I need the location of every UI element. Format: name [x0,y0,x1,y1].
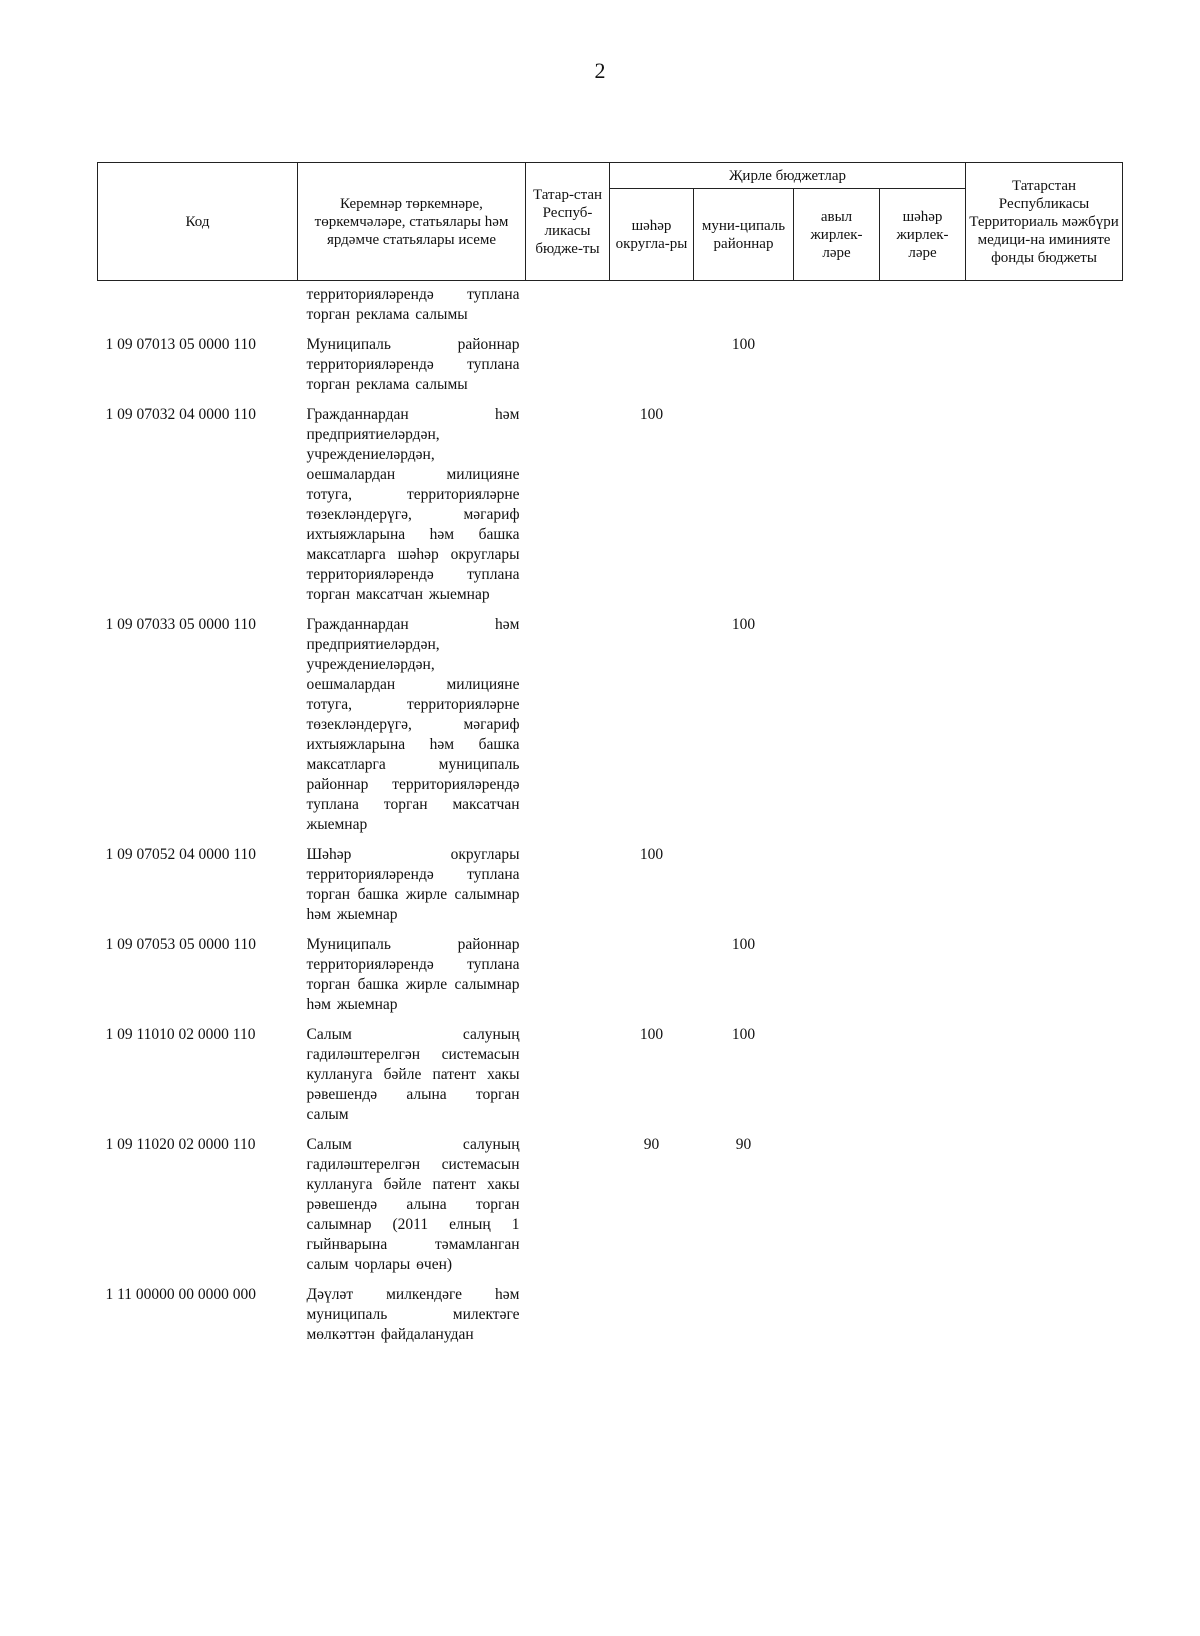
row-code: 1 09 07013 05 0000 110 [105,336,257,353]
row-name: Салым салуның гадиләштерелгән системасын куллануга бәйле патент хакы рәвешендә алына торган салымнар (2011 елның 1 гыйнварына тәмамланган салым чорлары өчен) [306,1136,520,1273]
row-rural [794,1285,880,1355]
table-row [98,615,1123,845]
header-municipal-districts: муни-ципаль районнар [694,189,794,281]
row-code: 1 09 07053 05 0000 110 [105,936,257,953]
row-code: 1 09 07032 04 0000 110 [105,406,257,423]
row-republic [526,281,610,336]
row-city [610,335,694,405]
row-urban [880,405,966,615]
row-urban [880,935,966,1025]
row-fund [966,1135,1123,1285]
table-row [98,335,1123,405]
row-fund [966,1025,1123,1135]
row-rural [794,845,880,935]
table-body [98,281,1123,1356]
row-municipal: 100 [731,336,756,353]
row-name: Муниципаль районнар территорияләрендә туплана торган башка жирле салымнар һәм жыемнар [306,936,520,1013]
row-municipal: 100 [731,1026,756,1043]
row-fund [966,335,1123,405]
row-republic [526,405,610,615]
row-republic [526,1285,610,1355]
row-city [610,615,694,845]
row-republic [526,615,610,845]
row-rural [794,1025,880,1135]
row-city [610,281,694,336]
header-rural-settlements: авыл жирлек-ләре [794,189,880,281]
row-name: Салым салуның гадиләштерелгән системасын куллануга бәйле патент хакы рәвешендә алына торган салым [306,1026,520,1123]
row-fund [966,845,1123,935]
row-urban [880,615,966,845]
row-urban [880,281,966,336]
budget-distribution-table [97,162,1123,1355]
row-urban [880,1135,966,1285]
header-local-budgets: Җирле бюджетлар [610,163,966,189]
row-rural [794,935,880,1025]
row-municipal: 100 [731,936,756,953]
row-city: 100 [639,1026,664,1043]
row-municipal [694,405,794,615]
row-code: 1 09 11010 02 0000 110 [105,1026,256,1043]
header-city-districts: шәһәр округла-ры [610,189,694,281]
row-republic [526,335,610,405]
table-row [98,1285,1123,1355]
row-rural [794,405,880,615]
header-code: Код [98,163,298,281]
row-fund [966,935,1123,1025]
row-rural [794,1135,880,1285]
row-city: 100 [639,846,664,863]
table-header [98,163,1123,281]
row-name: территорияләрендә туплана торган реклама салымы [306,286,520,323]
table-row [98,845,1123,935]
row-city [610,935,694,1025]
header-urban-settlements: шәһәр жирлек-ләре [880,189,966,281]
row-code: 1 11 00000 00 0000 000 [105,1286,257,1303]
header-medical-fund: Татарстан Республикасы Территориаль мәжбүри медици-на иминияте фонды бюджеты [966,163,1123,281]
row-fund [966,615,1123,845]
row-rural [794,615,880,845]
row-urban [880,1025,966,1135]
row-urban [880,1285,966,1355]
row-code [98,281,298,336]
row-fund [966,405,1123,615]
row-city [610,1285,694,1355]
row-municipal [694,281,794,336]
row-urban [880,335,966,405]
row-rural [794,335,880,405]
row-republic [526,1135,610,1285]
row-municipal [694,845,794,935]
row-name: Гражданнардан һәм предприятиеләрдән, учреждениеләрдән, оешмалардан милицияне тотуга, территорияләрне төзекләндерүгә, мәгариф ихтыяжларына һәм башка максатларга муниципаль районнар территорияләрендә туплана торган максатчан жыемнар [306,616,520,833]
row-fund [966,281,1123,336]
table-row [98,1135,1123,1285]
row-name: Шәһәр округлары территорияләрендә туплана торган башка жирле салымнар һәм жыемнар [306,846,520,923]
row-name: Гражданнардан һәм предприятиеләрдән, учреждениеләрдән, оешмалардан милицияне тотуга, территорияләрне төзекләндерүгә, мәгариф ихтыяжларына һәм башка максатларга шәһәр округлары территорияләрендә туплана торган максатчан жыемнар [306,406,520,603]
row-rural [794,281,880,336]
table-row [98,405,1123,615]
page-number: 2 [594,58,606,83]
table-row [98,935,1123,1025]
row-municipal: 90 [735,1136,752,1153]
header-name: Керемнәр төркемнәре, төркемчәләре, статьялары һәм ярдәмче статьялары исеме [298,163,526,281]
row-urban [880,845,966,935]
row-municipal: 100 [731,616,756,633]
row-fund [966,1285,1123,1355]
row-name: Муниципаль районнар территорияләрендә туплана торган реклама салымы [306,336,520,393]
row-code: 1 09 11020 02 0000 110 [105,1136,256,1153]
row-republic [526,935,610,1025]
row-city: 100 [639,406,664,423]
row-city: 90 [643,1136,660,1153]
table-row [98,281,1123,336]
header-republic-budget: Татар-стан Респуб-ликасы бюдже-ты [526,163,610,281]
row-republic [526,845,610,935]
row-municipal [694,1285,794,1355]
row-republic [526,1025,610,1135]
row-code: 1 09 07033 05 0000 110 [105,616,257,633]
row-name: Дәүләт милкендәге һәм муниципаль милектәге мөлкәттән файдаланудан [306,1286,520,1343]
table-row [98,1025,1123,1135]
row-code: 1 09 07052 04 0000 110 [105,846,257,863]
